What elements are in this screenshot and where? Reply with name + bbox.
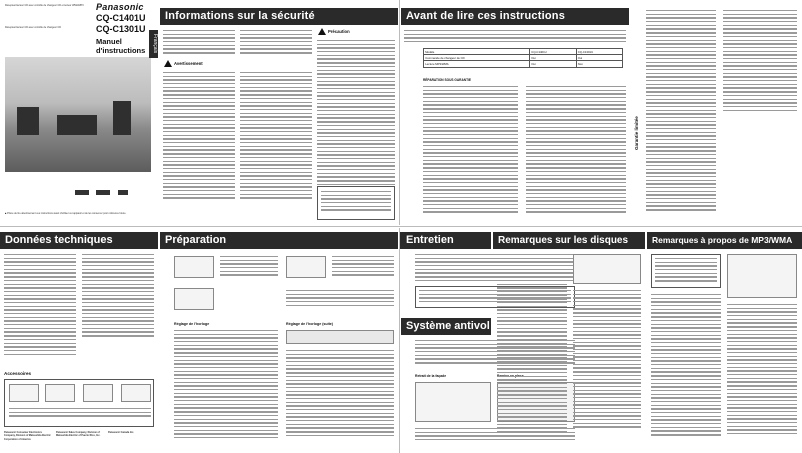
preparation-panel <box>160 228 398 453</box>
table-cell: CQ-C1401U <box>530 49 576 55</box>
before-use-panel <box>401 0 802 225</box>
disc-notes-column <box>493 228 645 453</box>
cover-model-1: CQ-C1401U <box>96 13 146 23</box>
clock-subheading: Réglage de l'horloge (suite) <box>286 322 333 326</box>
table-cell: Oui <box>576 55 622 61</box>
caution-heading: Précaution <box>328 29 350 34</box>
warranty-side-label: Garantie limitée <box>634 116 639 150</box>
specs-panel <box>0 228 158 453</box>
cover-model-2: CQ-C1301U <box>96 24 146 34</box>
specs-header: Données techniques <box>0 232 158 249</box>
antitheft-header: Système antivol <box>401 318 491 335</box>
clock-display-figure <box>286 330 394 344</box>
faceplate-removal-heading: Retrait de la façade <box>415 374 447 378</box>
table-row <box>424 61 623 67</box>
cover-bottom-note: ■ Prière de lire attentivement ces instructions avant d'utiliser cet appareil et de les conserver pour référence future. <box>5 212 127 215</box>
table-cell: Lecture MP3/WMA <box>424 61 530 67</box>
table-cell: CQ-C1301U <box>576 49 622 55</box>
accessories-box <box>4 379 154 427</box>
cover-photo <box>5 57 151 172</box>
warning-icon <box>164 60 172 67</box>
antitheft-figure-1 <box>415 382 491 422</box>
caution-icon <box>318 28 326 35</box>
mp3-notice-box <box>651 254 721 288</box>
footer-right-address: Panasonic Canada Inc. <box>108 431 135 434</box>
brand-logo: Panasonic <box>96 2 144 12</box>
maintenance-header: Entretien <box>401 232 491 249</box>
repair-heading: RÉPARATION SOUS GARANTIE <box>423 78 472 82</box>
safety-panel <box>160 0 398 225</box>
disc-figure <box>573 254 641 284</box>
disc-notes-header <box>400 232 405 249</box>
before-use-header: Avant de lire ces instructions <box>401 8 629 25</box>
product-logos <box>75 182 153 188</box>
folder-tree-figure <box>727 254 797 298</box>
warning-heading: Avertissement <box>174 61 203 66</box>
clock-heading: Réglage de l'horloge <box>174 322 210 326</box>
table-cell: Oui <box>530 61 576 67</box>
language-tab: Français <box>149 30 158 58</box>
mp3-panel <box>647 228 802 453</box>
footer-left-address: Panasonic Consumer Electronics Company, Division of Matsushita Electric Corporation of America <box>4 431 51 441</box>
manual-title: Manuel d'instructions <box>96 37 146 55</box>
safety-notice-box <box>317 186 395 220</box>
mp3-header: Remarques à propos de MP3/WMA <box>647 232 802 249</box>
model-feature-table <box>423 48 623 68</box>
prep-figure-2 <box>286 256 326 278</box>
table-cell: Oui <box>530 55 576 61</box>
table-cell: Non <box>576 61 622 67</box>
cover-panel <box>0 0 158 225</box>
preparation-header: Préparation <box>160 232 398 249</box>
table-cell: Commande de changeur de CD <box>424 55 530 61</box>
prep-figure-1 <box>174 256 214 278</box>
accessories-heading: Accessoires <box>4 371 32 376</box>
cover-subtitle-1: Récepteur/lecteur CD avec contrôle de changeur CD et lecteur WMA/MP3 <box>5 4 84 7</box>
footer-mid-address: Panasonic Sales Company, Division of Matsushita Electric of Puerto Rico, Inc. <box>56 431 101 438</box>
safety-header: Informations sur la sécurité <box>160 8 398 25</box>
table-cell: Modèle <box>424 49 530 55</box>
prep-figure-3 <box>174 288 214 310</box>
disc-notes-title: Remarques sur les disques <box>493 232 645 249</box>
cover-subtitle-2: Récepteur/lecteur CD avec contrôle de changeur CD <box>5 26 61 29</box>
